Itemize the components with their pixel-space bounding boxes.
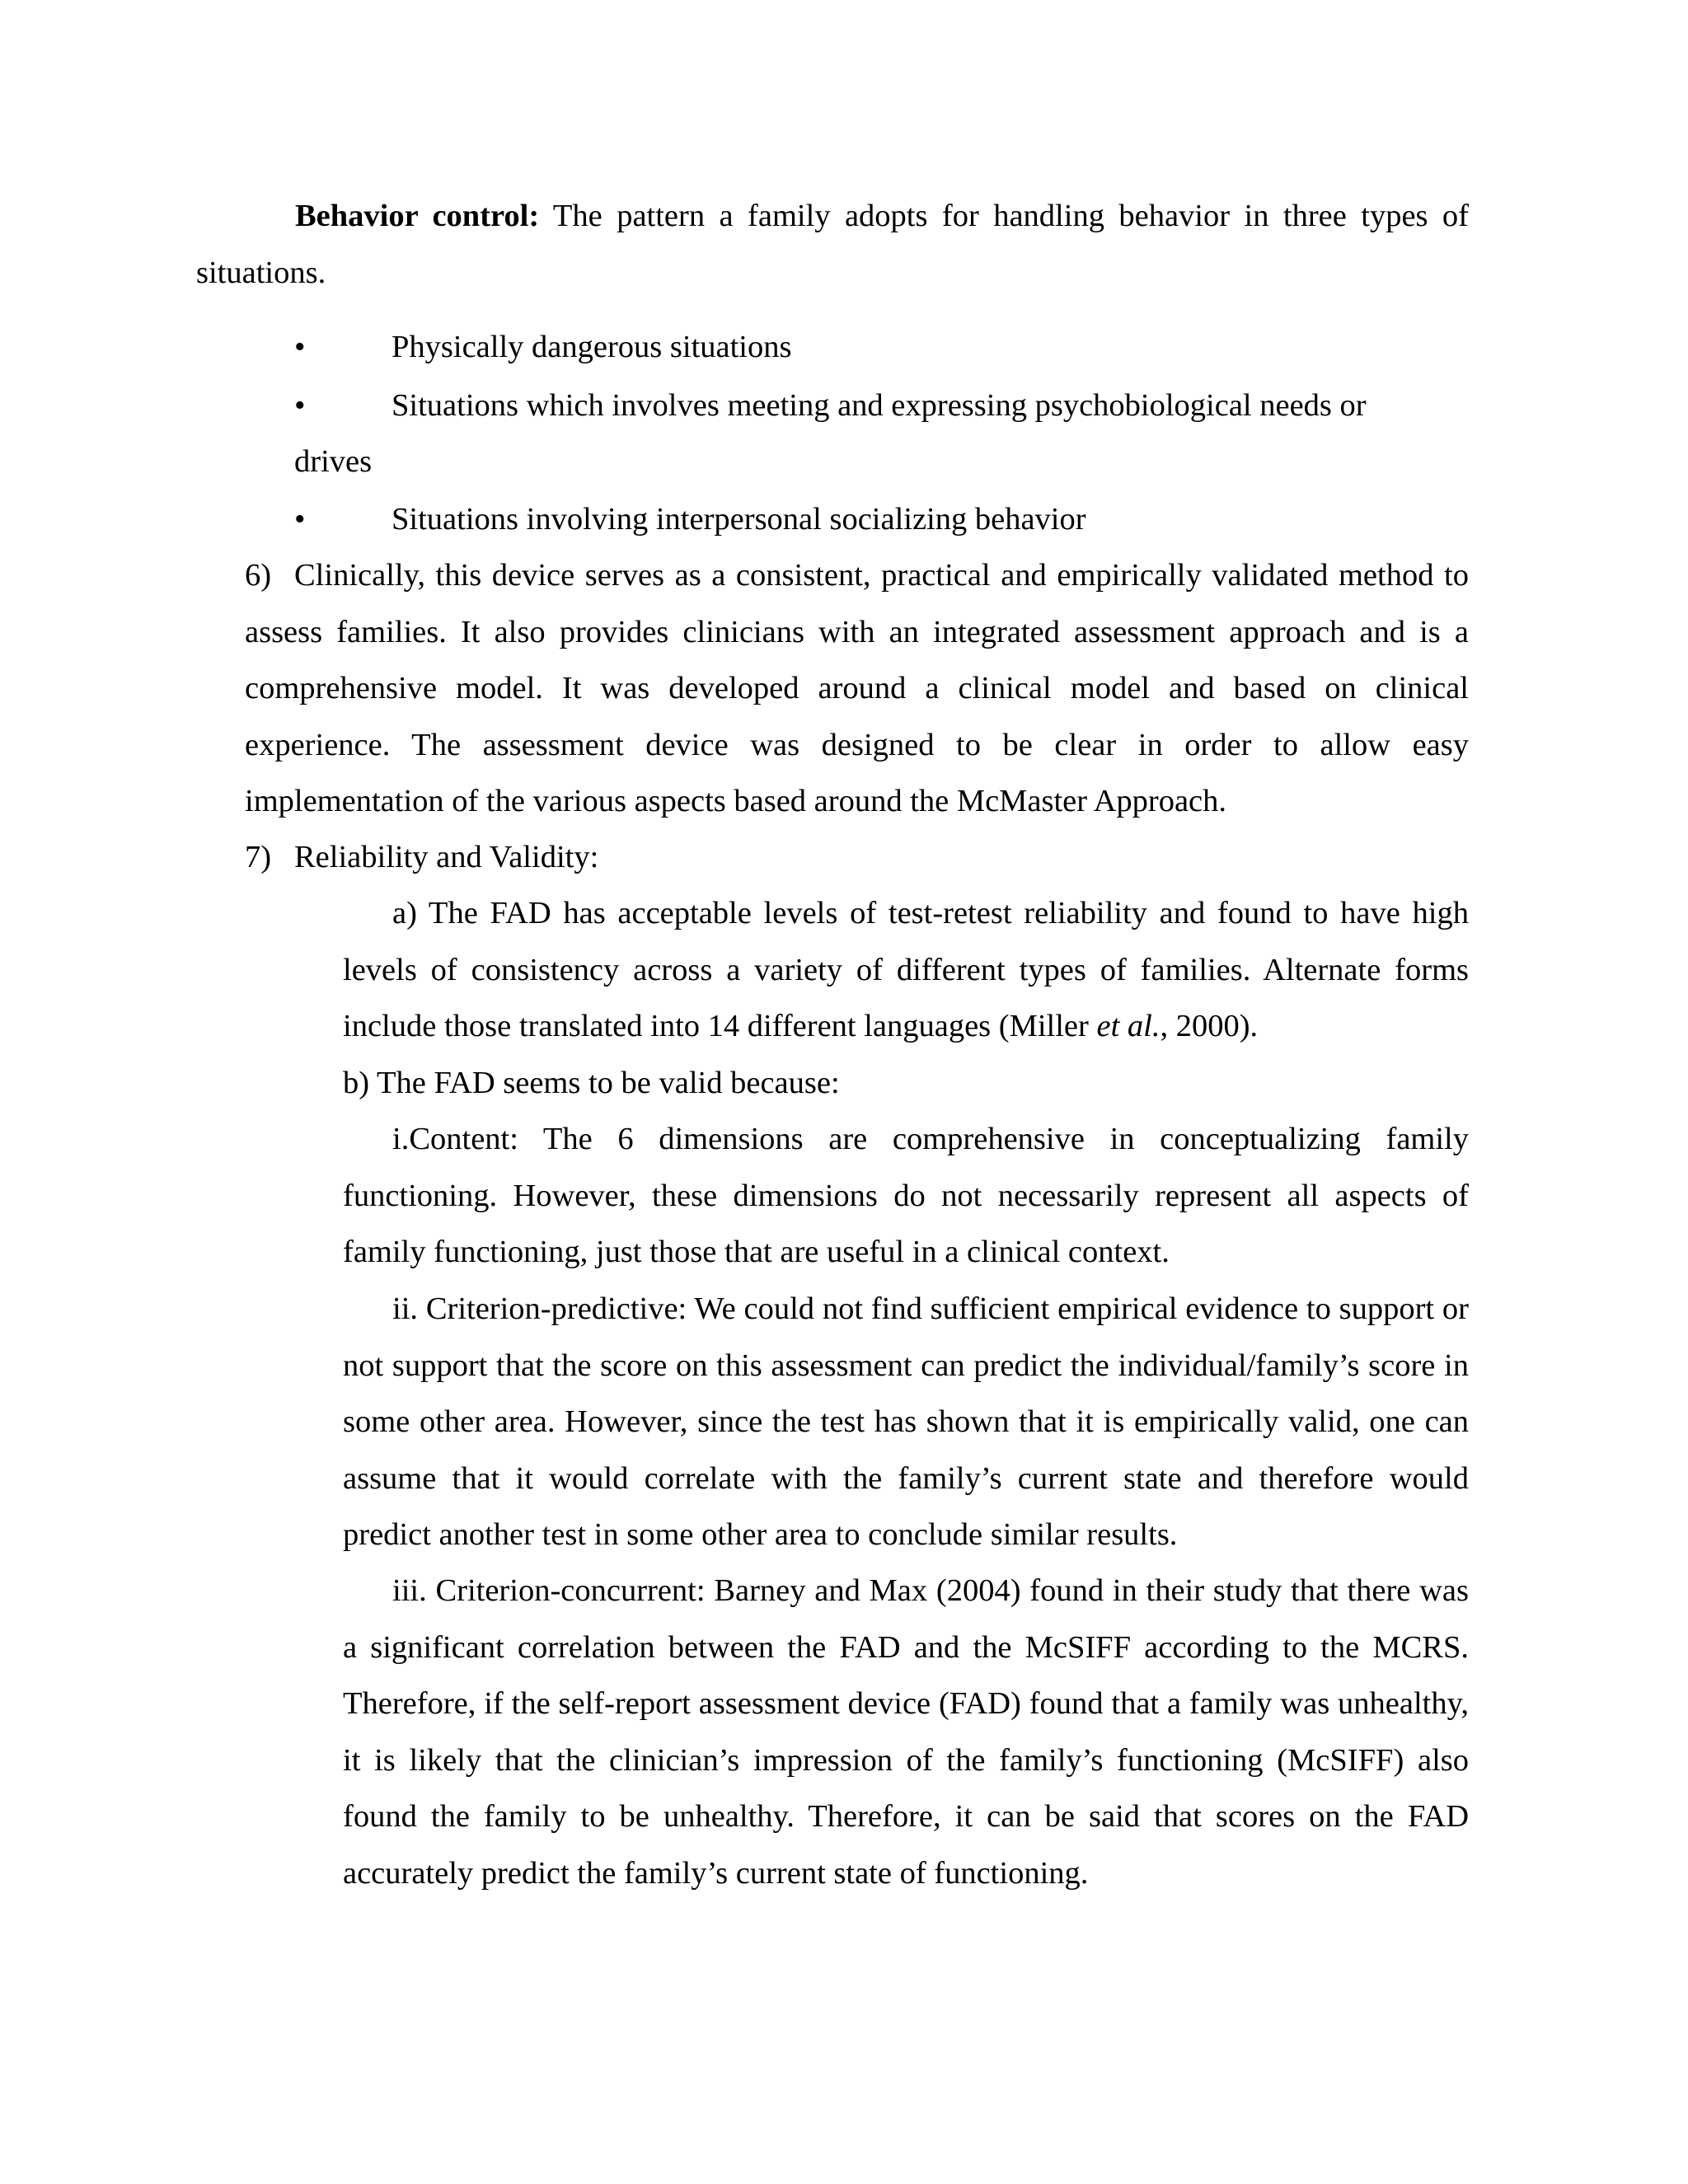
bullet-text-2-continuation: drives — [294, 444, 373, 479]
sub-a-italic: et al. — [1096, 1009, 1160, 1043]
numbered-item-6 — [245, 547, 1469, 830]
sub-a-text-after: , 2000). — [1160, 1009, 1259, 1043]
sub-item-b: b) The FAD seems to be valid because: — [343, 1066, 840, 1100]
sub-item-ii: ii. Criterion-predictive: We could not find sufficient empirical evidence to support or not support that the score on this assessment can predict the individual/family’s score in some other area. However, since the test has shown that it is empirically valid, one can assume that it would correlate with the family’s current state and therefore would predict another test in some other area to conclude similar results. — [343, 1291, 1469, 1552]
item-7-marker: 7) — [245, 840, 272, 874]
sub-item-i: i.Content: The 6 dimensions are comprehensive in conceptualizing family functioning. However, these dimensions do not necessarily represent all aspects of family functioning, just those that are useful in a clinical context. — [343, 1122, 1469, 1269]
bullet-text-2: Situations which involves meeting and expressing psychobiological needs or — [392, 388, 1367, 423]
behavior-control-paragraph — [196, 188, 1469, 301]
behavior-control-label: Behavior control: — [295, 199, 540, 233]
item-6-text: Clinically, this device serves as a consistent, practical and empirically validated method to assess families. It also provides clinicians with an integrated assessment approach and is a comprehensive model. It was developed around a clinical model and based on clinical experience. The assessment device was designed to be clear in order to allow easy implementation of the various aspects based around the McMaster Approach. — [245, 558, 1469, 818]
bullet-symbol: • — [294, 330, 306, 364]
bullet-text-1: Physically dangerous situations — [392, 330, 792, 364]
bullet-symbol: • — [294, 502, 306, 537]
bullet-text-3: Situations involving interpersonal socializing behavior — [392, 502, 1086, 537]
sub-item-iii: iii. Criterion-concurrent: Barney and Max (2004) found in their study that there was a significant correlation between the FAD and the McSIFF according to the MCRS. Therefore, if the self-report assessment device (FAD) found that a family was unhealthy, it is likely that the clinician’s impression of the family’s functioning (McSIFF) also found the family to be unhealthy. Therefore, it can be said that scores on the FAD accurately predict the family’s current state of functioning. — [343, 1573, 1469, 1891]
sub-a-text: a) The FAD has acceptable levels of test-retest reliability and found to have high levels of consistency across a variety of different types of families. Alternate forms include those translated into 14 different languages (Miller — [343, 896, 1469, 1043]
item-7-text: Reliability and Validity: — [294, 840, 599, 874]
bullet-symbol: • — [294, 388, 306, 423]
sub-item-a — [343, 885, 1469, 1055]
item-6-marker: 6) — [245, 558, 272, 593]
behavior-control-text: The pattern a family adopts for handling behavior in three types of situations. — [196, 199, 1470, 290]
